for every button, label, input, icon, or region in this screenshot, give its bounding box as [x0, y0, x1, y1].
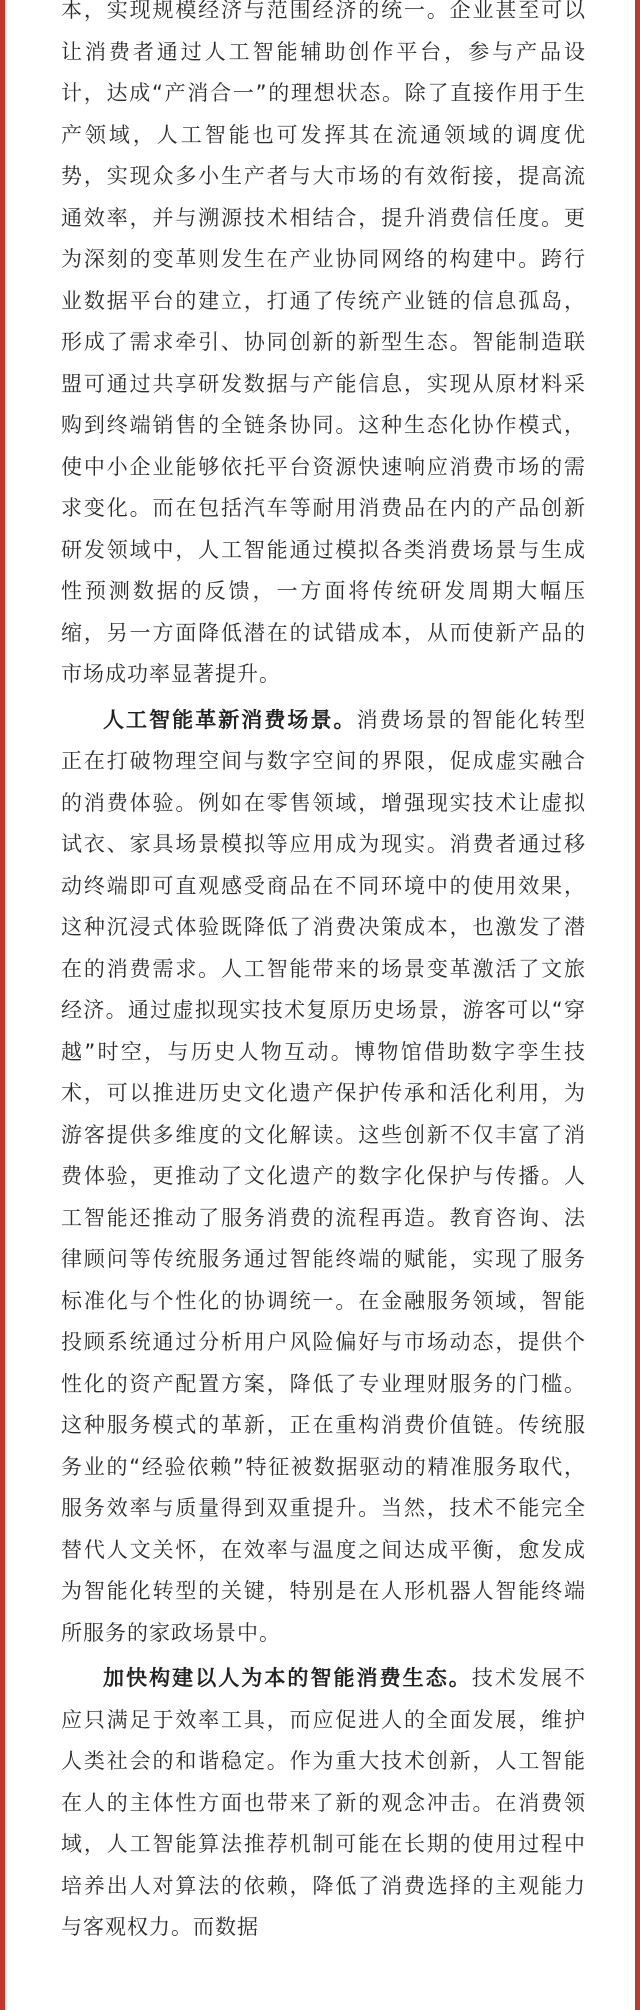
paragraph-1-text: 本，实现规模经济与范围经济的统一。企业甚至可以让消费者通过人工智能辅助创作平台，参与产品设计，达成“产消合一”的理想状态。除了直接作用于生产领域，人工智能也可发挥其在流通领域的调度优势，实现众多小生产者与大市场的有效衔接，提高流通效率，并与溯源技术相结合，提升消费信任度。更为深刻的变革则发生在产业协同网络的构建中。跨行业数据平台的建立，打通了传统产业链的信息孤岛，形成了需求牵引、协同创新的新型生态。智能制造联盟可通过共享研发数据与产能信息，实现从原材料采购到终端销售的全链条协同。这种生态化协作模式，使中小企业能够依托平台资源快速响应消费市场的需求变化。而在包括汽车等耐用消费品在内的产品创新研发领域中，人工智能通过模拟各类消费场景与生成性预测数据的反馈，一方面将传统研发周期大幅压缩，另一方面降低潜在的试错成本，从而使新产品的市场成功率显著提升。 [61, 0, 586, 686]
article-body [61, 0, 586, 1953]
paragraph-3 [61, 1658, 586, 1949]
paragraph-2 [61, 700, 586, 1655]
paragraph-3-lead: 加快构建以人为本的智能消费生态。 [103, 1666, 472, 1690]
paragraph-2-text: 消费场景的智能化转型正在打破物理空间与数字空间的界限，促成虚实融合的消费体验。例如在零售领域，增强现实技术让虚拟试衣、家具场景模拟等应用成为现实。消费者通过移动终端即可直观感受商品在不同环境中的使用效果，这种沉浸式体验既降低了消费决策成本，也激发了潜在的消费需求。人工智能带来的场景变革激活了文旅经济。通过虚拟现实技术复原历史场景，游客可以“穿越”时空，与历史人物互动。博物馆借助数字孪生技术，可以推进历史文化遗产保护传承和活化利用，为游客提供多维度的文化解读。这些创新不仅丰富了消费体验，更推动了文化遗产的数字化保护与传播。人工智能还推动了服务消费的流程再造。教育咨询、法律顾问等传统服务通过智能终端的赋能，实现了服务标准化与个性化的协调统一。在金融服务领域，智能投顾系统通过分析用户风险偏好与市场动态，提供个性化的资产配置方案，降低了专业理财服务的门槛。这种服务模式的革新，正在重构消费价值链。传统服务业的“经验依赖”特征被数据驱动的精准服务取代，服务效率与质量得到双重提升。当然，技术不能完全替代人文关怀，在效率与温度之间达成平衡，愈发成为智能化转型的关键，特别是在人形机器人智能终端所服务的家政场景中。 [61, 707, 587, 1645]
paragraph-3-text: 技术发展不应只满足于效率工具，而应促进人的全面发展，维护人类社会的和谐稳定。作为重大技术创新，人工智能在人的主体性方面也带来了新的观念冲击。在消费领域，人工智能算法推荐机制可能在长期的使用过程中培养出人对算法的依赖，降低了消费选择的主观能力与客观权力。而数据 [61, 1666, 587, 1939]
paragraph-2-lead: 人工智能革新消费场景。 [103, 707, 357, 732]
paragraph-1 [61, 0, 586, 696]
